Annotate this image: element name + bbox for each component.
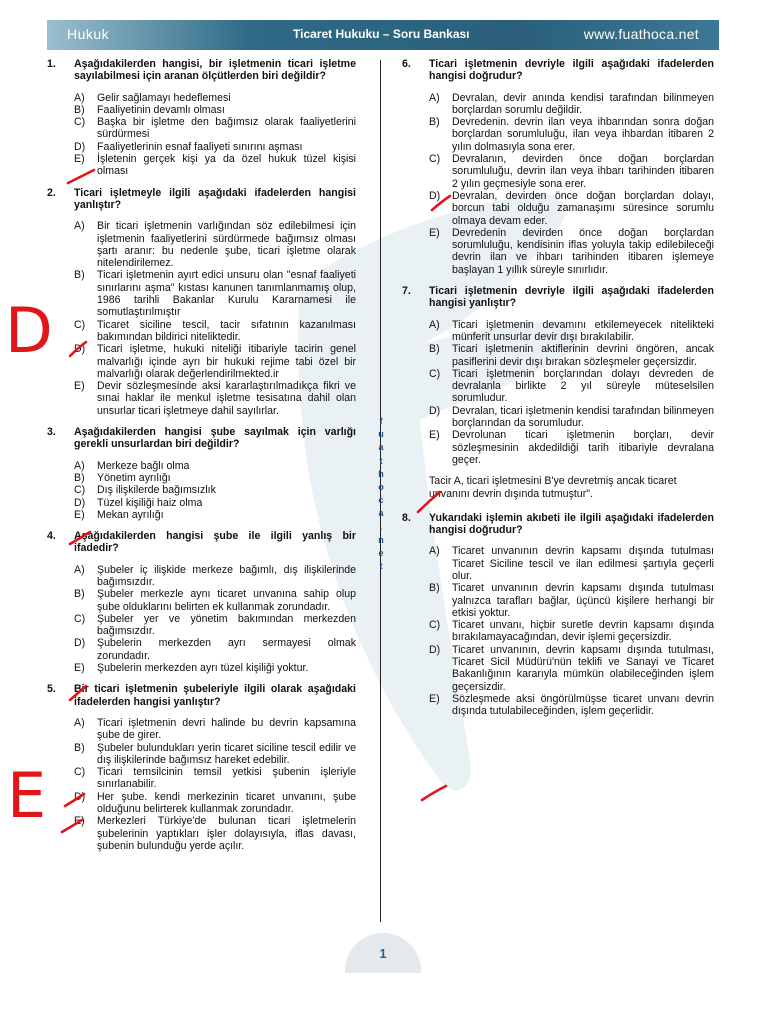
answer-option (47, 460, 356, 472)
option-text: Ticaret unvanının devrin kapsamı dışında tutulması yalnızca tarafları bağlar, üçüncü kişilere herhangi bir etkisi yoktur. (452, 582, 714, 619)
question-stem (402, 512, 714, 537)
question-stem (47, 187, 356, 212)
answer-option (47, 141, 356, 153)
option-text: Ticaret unvanı, hiçbir suretle devrin kapsamı dışında bırakılamayacağından, devir işlemi geçersizdir. (452, 619, 714, 644)
watermark-letter: h (378, 468, 384, 479)
answer-option (402, 116, 714, 153)
option-text: Şubelerin merkezden ayrı sermayesi olmak zorundadır. (97, 637, 356, 662)
answer-option (47, 104, 356, 116)
option-text: Devir sözleşmesinde aksi kararlaştırılmadıkça fikri ve sınai haklar ile menkul işletme tesisatına dahil olan unsurlar ticari işletmeye dahil sayılırlar. (97, 380, 356, 417)
question-number: 5. (47, 683, 56, 696)
question-block (402, 285, 714, 466)
option-label: C) (429, 367, 441, 380)
check-mark-q8 (422, 786, 446, 800)
answer-option (402, 582, 714, 619)
answer-option (47, 497, 356, 509)
answer-option (402, 92, 714, 117)
answer-option (402, 319, 714, 344)
option-text: Ticari işletmenin ayırt edici unsuru olan "esnaf faaliyeti sınırlarını aşma" kıstası kanunen tanımlanmamış olup, 1986 tarihli Bakanlar Kurulu Kararnamesi ile somutlaştırılmıştır (97, 269, 356, 319)
answer-option (47, 472, 356, 484)
question-text: Aşağıdakilerden hangisi şube ile ilgili yanlış bir ifadedir? (74, 530, 356, 555)
option-text: Gelir sağlamayı hedeflemesi (97, 91, 231, 104)
option-text: Şubeler yer ve yönetim bakımından merkezden bağımsızdır. (97, 612, 356, 638)
question-block (47, 683, 356, 852)
question-block (47, 530, 356, 674)
option-label: C) (429, 153, 441, 166)
question-text: Aşağıdakilerden hangisi şube sayılmak için varlığı gerekli unsurlardan biri değildir? (74, 426, 356, 451)
option-label: B) (74, 103, 85, 116)
question-block (402, 58, 714, 276)
option-label: A) (429, 545, 440, 558)
option-text: İşletenin gerçek kişi ya da özel hukuk tüzel kişisi olması (97, 153, 356, 178)
question-stem (47, 530, 356, 555)
answer-option (402, 429, 714, 466)
option-text: Merkeze bağlı olma (97, 459, 190, 472)
option-text: Devralan, devir anında kendisi tarafından bilinmeyen borçlardan sorumlu değildir. (452, 91, 714, 116)
option-label: D) (74, 496, 86, 509)
answer-option (47, 92, 356, 104)
option-text: Şubeler iç ilişkide merkeze bağımlı, dış ilişkilerinde bağımsızdır. (97, 563, 356, 588)
answer-option (47, 791, 356, 816)
answer-option (47, 153, 356, 178)
answer-option (47, 815, 356, 852)
answer-option (47, 717, 356, 742)
answer-option (47, 564, 356, 589)
question-stem (47, 683, 356, 708)
answer-option (402, 153, 714, 190)
option-text: Mekan ayrılığı (97, 508, 164, 521)
option-label: E) (74, 662, 85, 675)
option-text: Ticaret unvanının devrin kapsamı dışında tutulması Ticaret Siciline tescil ve ilan edilmesi şartıyla geçerli olur. (452, 545, 714, 582)
question-stem (402, 58, 714, 83)
option-text: Ticari işletmenin aktiflerinin devrini öngören, ancak pasiflerini devir dışı bırakan sözleşmeler geçersizdir. (452, 343, 714, 368)
question-block (47, 58, 356, 178)
answer-option (47, 319, 356, 344)
watermark-letter: f (379, 416, 383, 426)
question-block (47, 426, 356, 521)
option-text: Devredenin. devrin ilan veya ihbarından sonra doğan borçlardan sorumluluğu, ilan veya ihbardan itibaren 2 yılın dolmasıyla sona erer. (452, 116, 714, 153)
option-label: B) (74, 741, 85, 754)
option-label: D) (74, 140, 86, 153)
option-label: C) (74, 116, 86, 129)
option-text: Ticari işletmenin devamını etkilemeyecek nitelikteki münferit unsurlar devir dışı bırakılabilir. (452, 318, 714, 343)
option-label: E) (74, 380, 85, 393)
option-label: A) (74, 716, 85, 729)
question-stem (47, 426, 356, 451)
option-text: Şubeler bulundukları yerin ticaret siciline tescil edilir ve dış ilişkilerinde bağımsız hareket edebilir. (97, 741, 356, 766)
watermark-letter: o (378, 482, 384, 493)
question-text: Ticari işletmeyle ilgili aşağıdaki ifadelerden hangisi yanlıştır? (74, 186, 356, 211)
option-text: Devralan, devirden önce doğan borçlardan dolayı, borcun tabi olduğu zamanaşımı süresince sorumlu olmaya devam eder. (452, 189, 714, 227)
option-text: Ticari işletme, hukuki niteliği itibariyle tacirin genel malvarlığı içinde ayrı bir hukuki rejime tabi özel bir malvarlığı olarak değerlendirilmekted.ir (97, 343, 356, 380)
question-number: 2. (47, 186, 56, 199)
answer-option (47, 766, 356, 791)
option-text: Devrolunan ticari işletmenin borçları, devir sözleşmesinin akdedildiği tarih itibariyle devralana geçer. (452, 429, 714, 466)
right-column (402, 58, 714, 727)
option-label: D) (429, 643, 441, 656)
option-label: A) (429, 318, 440, 331)
header-subject: Hukuk (67, 26, 110, 42)
option-label: A) (74, 220, 85, 233)
answer-option (47, 220, 356, 269)
option-text: Şubelerin merkezden ayrı tüzel kişiliği yoktur. (97, 662, 309, 675)
option-label: A) (74, 459, 85, 472)
page-number: 1 (379, 946, 387, 961)
answer-option (47, 484, 356, 496)
header-site: www.fuathoca.net (583, 26, 699, 42)
answer-option (402, 343, 714, 368)
watermark-letter: a (378, 508, 384, 519)
option-text: Her şube. kendi merkezinin ticaret unvanını, şube olduğunu belirterek kullanmak zorundadır. (97, 790, 356, 816)
answer-option (47, 116, 356, 141)
option-text: Ticari işletmenin borçlarından dolayı devreden de devralanla birlikte 2 yıl süreyle müteselsilen sorumludur. (452, 367, 714, 405)
option-label: E) (429, 692, 440, 705)
question-text: Aşağıdakilerden hangisi, bir işletmenin ticari işletme sayılabilmesi için aranan ölçütlerden biri değildir? (74, 58, 356, 83)
vertical-watermark (375, 415, 387, 573)
option-label: A) (74, 563, 85, 576)
question-stem (402, 285, 714, 310)
option-label: C) (74, 766, 86, 779)
answer-option (47, 343, 356, 380)
answer-option (47, 637, 356, 662)
option-label: D) (74, 637, 86, 650)
option-text: Şubeler merkezle aynı ticaret unvanına sahip olup şube olduklarını belirten ek kullanmak zorundadır. (97, 588, 356, 613)
answer-option (402, 693, 714, 718)
handwritten-d-mark: D (5, 294, 53, 367)
answer-option (47, 588, 356, 613)
option-text: Bir ticari işletmenin varlığından söz edilebilmesi için işletmenin faaliyetlerini sürdürmede bağımsız olması şartı aranır: bu nedenle şube, ticari işletme olarak nitelendirilemez. (97, 220, 356, 270)
option-label: A) (74, 91, 85, 104)
option-text: Merkezleri Türkiye'de bulunan ticari işletmelerin şubelerinin yaptıkları işler dolayısıyla, iflas davası, şubenin bulunduğu yerde açılır. (97, 815, 356, 852)
question-number: 7. (402, 285, 411, 298)
option-text: Ticaret siciline tescil, tacir sıfatının kazanılması bakımından bildirici niteliktedir. (97, 318, 356, 343)
option-text: Devralan, ticari işletmenin kendisi tarafından bilinmeyen borçlarından da sorumludur. (452, 404, 714, 430)
option-label: B) (429, 343, 440, 356)
answer-option (47, 380, 356, 417)
watermark-letter: e (378, 548, 384, 559)
watermark-letter: t (379, 455, 383, 466)
answer-option (47, 742, 356, 767)
watermark-letter: a (378, 442, 384, 453)
option-text: Dış ilişkilerde bağımsızlık (97, 484, 216, 497)
option-label: B) (429, 116, 440, 129)
option-label: D) (429, 404, 441, 417)
option-text: Tüzel kişiliği haiz olma (97, 496, 203, 509)
question-block (402, 512, 714, 718)
option-text: Faaliyetinin devamlı olması (97, 103, 225, 116)
option-label: C) (74, 484, 86, 497)
answer-option (47, 509, 356, 521)
option-label: E) (74, 508, 85, 521)
handwritten-e-mark: E (7, 759, 47, 832)
watermark-letter: n (378, 534, 384, 545)
option-label: E) (74, 153, 85, 166)
option-text: Faaliyetlerinin esnaf faaliyeti sınırını aşması (97, 140, 303, 153)
option-label: B) (429, 582, 440, 595)
answer-option (402, 190, 714, 227)
option-text: Ticari işletmenin devri halinde bu devrin kapsamına şube de girer. (97, 716, 356, 742)
question-number: 4. (47, 530, 56, 543)
option-label: D) (74, 343, 86, 356)
question-block (47, 187, 356, 417)
option-label: B) (74, 269, 85, 282)
page-header (47, 20, 719, 50)
answer-option (402, 368, 714, 405)
option-label: C) (429, 619, 441, 632)
answer-option (402, 644, 714, 693)
option-text: Başka bir işletme den bağımsız olarak faaliyetlerini sürdürmesi (97, 116, 356, 141)
answer-option (402, 619, 714, 644)
option-text: Devredenin devirden önce doğan borçlardan sorumluluğu, kendisinin iflas yoluyla takip edilebileceği devrin ilan ve ihbarı tarihinden itibaren işlemeye başlayan 1 yıllık süreyle sınırlıdır. (452, 226, 714, 276)
question-text: Yukarıdaki işlemin akıbeti ile ilgili aşağıdaki ifadelerden hangisi doğrudur? (429, 511, 714, 537)
question-text: Ticari işletmenin devriyle ilgili aşağıdaki ifadelerden hangisi doğrudur? (429, 58, 714, 83)
answer-option (402, 405, 714, 430)
question-text: Ticari işletmenin devriyle ilgili aşağıdaki ifadelerden hangisi yanlıştır? (429, 285, 714, 310)
option-label: D) (429, 189, 441, 202)
watermark-letter: . (379, 521, 383, 532)
question-number: 8. (402, 511, 411, 524)
question-number: 3. (47, 426, 56, 439)
option-label: E) (429, 226, 440, 239)
option-label: E) (429, 429, 440, 442)
left-column (47, 58, 356, 861)
question-preamble: Tacir A, ticari işletmesini B'ye devretmiş ancak ticaret unvanını devrin dışında tutmuştur". (429, 475, 677, 500)
option-label: B) (74, 471, 85, 484)
question-text: Bir ticari işletmenin şubeleriyle ilgili olarak aşağıdaki ifadelerden hangisi yanlıştır? (74, 683, 356, 708)
option-text: Sözleşmede aksi öngörülmüşse ticaret unvanı devrin dışında tutulabileceğinden, işlem geçerlidir. (452, 692, 714, 718)
option-text: Ticari temsilcinin temsil yetkisi şubenin işleriyle sınırlanabilir. (97, 766, 356, 791)
answer-option (402, 545, 714, 582)
answer-option (402, 227, 714, 276)
option-label: D) (74, 790, 86, 803)
watermark-letter: c (378, 495, 384, 506)
option-label: C) (74, 318, 86, 331)
question-stem (47, 58, 356, 83)
answer-option (47, 613, 356, 638)
option-label: C) (74, 612, 86, 625)
option-label: B) (74, 588, 85, 601)
option-text: Ticaret unvanının, devrin kapsamı dışında tutulması, Ticaret Sicil Müdürü'nün teklifi ve Sanayi ve Ticaret Bakanlığının kararıyla mümkün olabileceğinden işlem geçersizdir. (452, 643, 714, 693)
option-text: Devralanın, devirden önce doğan borçlardan sorumluluğu, devrin ilan veya ihbarı tarihinden itibaren 2 yılın geçmesiyle sona erer. (452, 153, 714, 190)
question-number: 6. (402, 58, 411, 70)
watermark-letter: t (379, 561, 383, 572)
watermark-letter: u (378, 429, 384, 440)
option-label: E) (74, 815, 85, 828)
header-title: Ticaret Hukuku – Soru Bankası (293, 27, 470, 41)
option-label: A) (429, 91, 440, 104)
option-text: Yönetim ayrılığı (97, 471, 171, 484)
question-number: 1. (47, 58, 56, 70)
answer-option (47, 269, 356, 318)
answer-option (47, 662, 356, 674)
